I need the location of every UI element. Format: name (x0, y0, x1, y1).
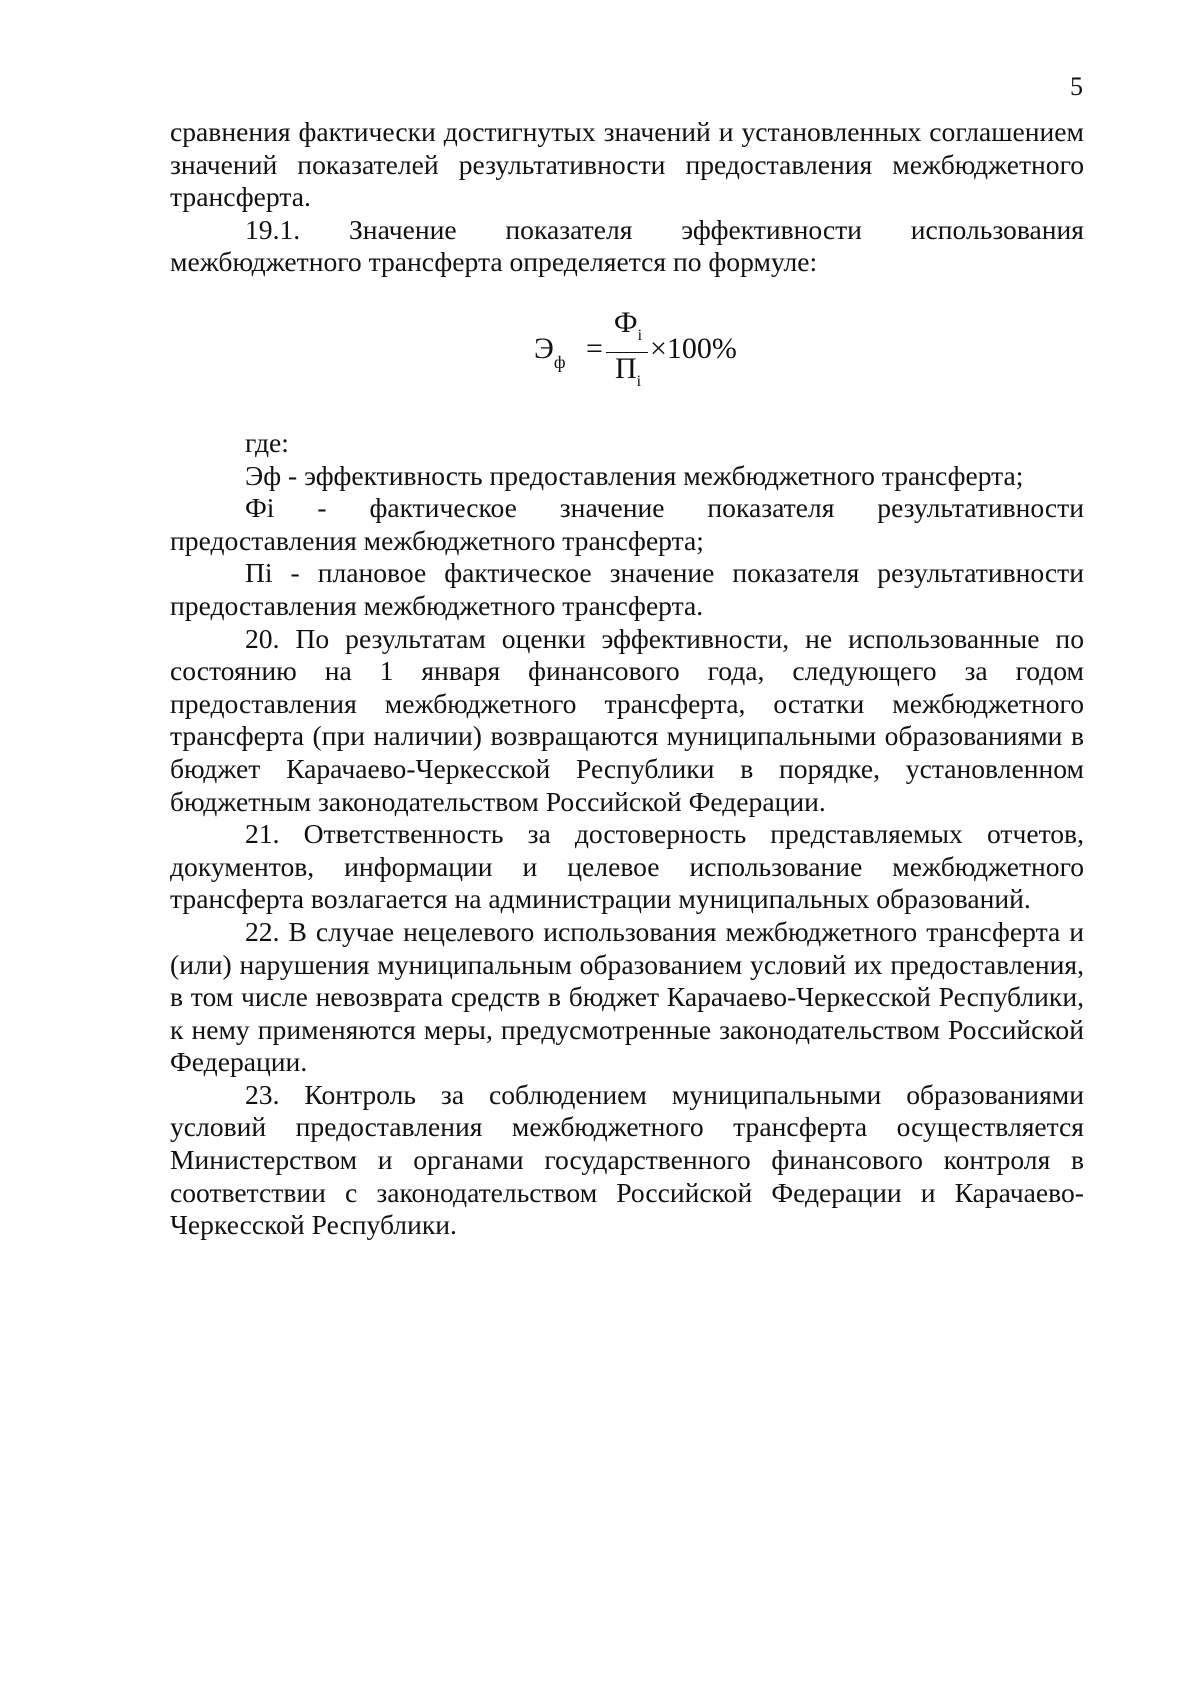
formula-lhs: $Э_ф$ (534, 332, 566, 372)
paragraph-23: 23. Контроль за соблюдением муниципальными образованиями условий предоставления межбюджетного трансферта осуществляется Министерством и органами государственного финансового контроля в соответствии с законодательством Российской Федерации и Карачаево-Черкесской Республики. (170, 1078, 1084, 1241)
text-block-top (170, 116, 1084, 279)
definition-ef: Эф - эффективность предоставления межбюджетного трансферта; (245, 459, 1024, 491)
text-block-definitions (170, 427, 1084, 1242)
formula-denominator: $П_i$ (614, 352, 642, 390)
formula-equals: = (586, 332, 603, 365)
paragraph-21: 21. Ответственность за достоверность представляемых отчетов, документов, информации и целевое использование межбюджетного трансферта возлагается на администрации муниципальных образований. (170, 818, 1084, 915)
efficiency-formula (534, 306, 754, 402)
definition-pi: Пi - плановое фактическое значение показателя результативности предоставления межбюджетного трансферта. (170, 557, 1084, 621)
paragraph-22: 22. В случае нецелевого использования межбюджетного трансферта и (или) нарушения муниципальным образованием условий их предоставления, в том числе невозврата средств в бюджет Карачаево-Черкесской Республики, к нему применяются меры, предусмотренные законодательством Российской Федерации. (170, 915, 1084, 1078)
formula-numerator: $Ф_i$ (613, 306, 643, 344)
paragraph-19-1: 19.1. Значение показателя эффективности использования межбюджетного трансферта определяется по формуле: (170, 213, 1084, 278)
paragraph-continuation: сравнения фактически достигнутых значений и установленных соглашением значений показателей результативности предоставления межбюджетного трансферта. (170, 116, 1084, 213)
where-label: где: (245, 427, 289, 458)
formula-rhs: ×100% (650, 332, 737, 365)
definition-fi: Фi - фактическое значение показателя результативности предоставления межбюджетного трансферта; (170, 492, 1084, 556)
paragraph-20: 20. По результатам оценки эффективности, не использованные по состоянию на 1 января финансового года, следующего за годом предоставления межбюджетного трансферта, остатки межбюджетного трансферта (при наличии) возвращаются муниципальными образованиями в бюджет Карачаево-Черкесской Республики в порядке, установленном бюджетным законодательством Российской Федерации. (170, 622, 1084, 817)
page-number: 5 (1070, 72, 1083, 101)
